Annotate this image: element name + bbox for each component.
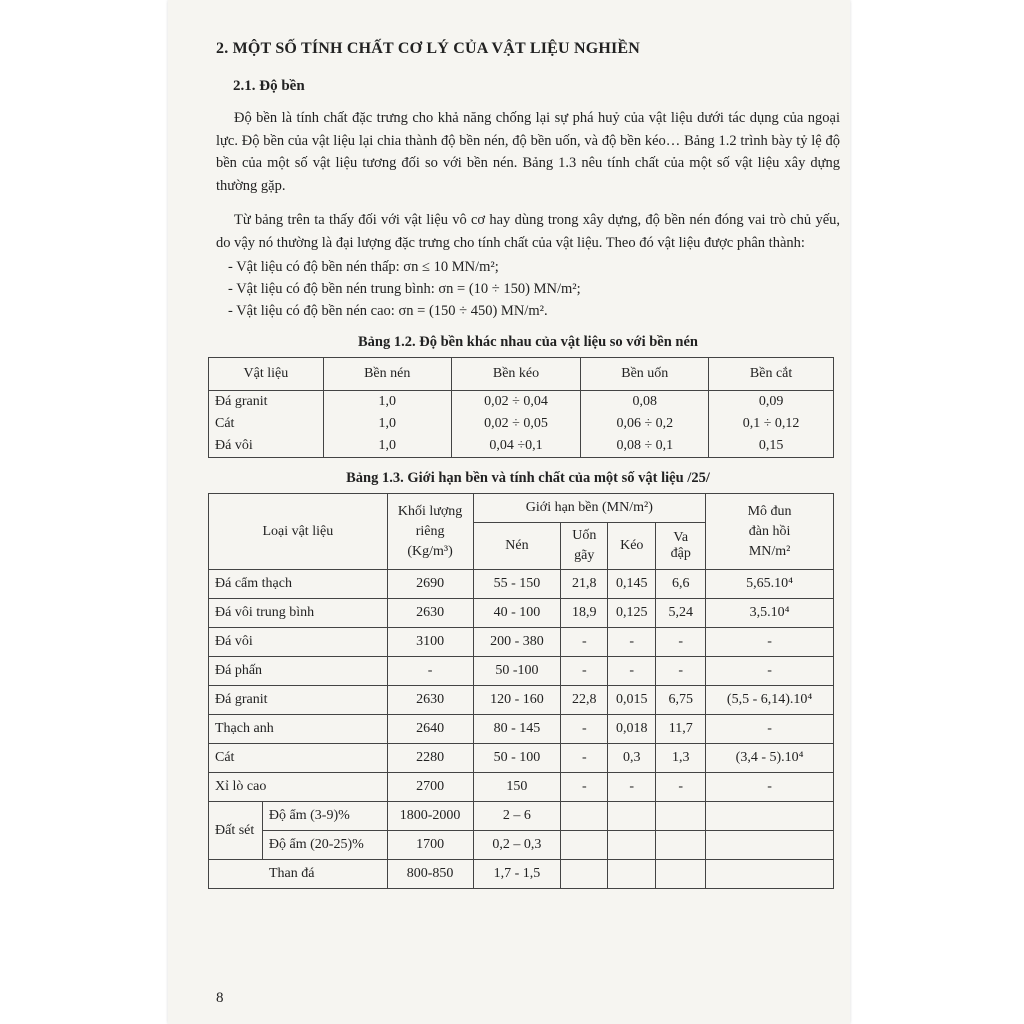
- table-cell: 1,0: [323, 435, 451, 458]
- table-row: Độ ẩm (20-25)% 1700 0,2 – 0,3: [209, 831, 834, 860]
- table-cell: Cát: [209, 413, 324, 435]
- table-row: [209, 413, 834, 435]
- header-modulus: Mô đun đàn hồi MN/m²: [706, 494, 834, 570]
- table-row: Than đá 800-850 1,7 - 1,5: [209, 860, 834, 889]
- table-header-cell: Bền kéo: [451, 358, 581, 391]
- table-cell: 0,15: [709, 435, 834, 458]
- table-cell: 1,0: [323, 391, 451, 414]
- table-cell: Đá vôi: [209, 435, 324, 458]
- table-row: Đá phấn - 50 -100 - - - -: [209, 657, 834, 686]
- table-1-2-caption: Bảng 1.2. Độ bền khác nhau của vật liệu so với bền nén: [358, 334, 698, 350]
- table-cell: 0,1 ÷ 0,12: [709, 413, 834, 435]
- bullet-low-strength: - Vật liệu có độ bền nén thấp: σn ≤ 10 MN/m²;: [228, 259, 499, 275]
- table-1-3-caption: Bảng 1.3. Giới hạn bền và tính chất của một số vật liệu /25/: [346, 470, 710, 486]
- table-row: [209, 435, 834, 458]
- table-cell: Đá granit: [209, 391, 324, 414]
- page-number: 8: [216, 990, 224, 1006]
- table-row: Đất sét Độ ẩm (3-9)% 1800-2000 2 – 6: [209, 802, 834, 831]
- header-compress: Nén: [473, 523, 561, 570]
- table-cell: 0,08: [581, 391, 709, 414]
- table-cell: 1,0: [323, 413, 451, 435]
- page-content: [216, 40, 840, 889]
- table-cell: 0,04 ÷0,1: [451, 435, 581, 458]
- header-material: Loại vật liệu: [209, 494, 388, 570]
- table-cell: 0,08 ÷ 0,1: [581, 435, 709, 458]
- table-row: [209, 391, 834, 414]
- table-1-3-header-row-1: [209, 494, 834, 523]
- bullet-high-strength: - Vật liệu có độ bền nén cao: σn = (150 ÷ 450) MN/m².: [228, 303, 548, 319]
- table-row: Cát 2280 50 - 100 - 0,3 1,3 (3,4 - 5).10⁴: [209, 744, 834, 773]
- table-cell: 0,02 ÷ 0,05: [451, 413, 581, 435]
- paragraph-1: Độ bền là tính chất đặc trưng cho khả năng chống lại sự phá huỷ của vật liệu dưới tác dụng của ngoại lực. Độ bền của vật liệu lại chia thành độ bền nén, độ bền uốn, và độ bền kéo… Bảng 1.2 trình bày tỷ lệ độ bền của một số vật liệu tương đối so với bền nén. Bảng 1.3 nêu tính chất của một số vật liệu xây dựng thường gặp.: [216, 110, 840, 194]
- section-heading: 2. MỘT SỐ TÍNH CHẤT CƠ LÝ CỦA VẬT LIỆU NGHIỀN: [216, 40, 641, 57]
- table-row: Đá vôi trung bình 2630 40 - 100 18,9 0,125 5,24 3,5.10⁴: [209, 599, 834, 628]
- table-row: Đá vôi 3100 200 - 380 - - - -: [209, 628, 834, 657]
- header-density: Khối lượng riêng (Kg/m³): [387, 494, 473, 570]
- table-cell: 0,09: [709, 391, 834, 414]
- book-page: [168, 0, 850, 1024]
- table-cell: 0,06 ÷ 0,2: [581, 413, 709, 435]
- table-row: Thạch anh 2640 80 - 145 - 0,018 11,7 -: [209, 715, 834, 744]
- paragraph-2: Từ bảng trên ta thấy đối với vật liệu vô cơ hay dùng trong xây dựng, độ bền nén đóng vai trò chủ yếu, do vậy nó thường là đại lượng đặc trưng cho tính chất của vật liệu. Theo đó vật liệu được phân thành:: [216, 212, 840, 251]
- clay-group-label: Đất sét: [209, 802, 263, 860]
- table-row: Đá granit 2630 120 - 160 22,8 0,015 6,75 (5,5 - 6,14).10⁴: [209, 686, 834, 715]
- table-header-cell: Vật liệu: [209, 358, 324, 391]
- header-bend: Uốn gãy: [561, 523, 608, 570]
- table-1-2: [208, 357, 834, 458]
- table-1-3: [208, 493, 834, 889]
- table-header-cell: Bền cắt: [709, 358, 834, 391]
- subsection-heading: 2.1. Độ bền: [233, 78, 305, 94]
- table-row: Đá cẩm thạch 2690 55 - 150 21,8 0,145 6,6 5,65.10⁴: [209, 570, 834, 599]
- header-tension: Kéo: [608, 523, 656, 570]
- bullet-medium-strength: - Vật liệu có độ bền nén trung bình: σn = (10 ÷ 150) MN/m²;: [228, 281, 581, 297]
- header-impact: Va đập: [656, 523, 706, 570]
- table-header-cell: Bền nén: [323, 358, 451, 391]
- header-strength-limit: Giới hạn bền (MN/m²): [473, 494, 706, 523]
- table-cell: 0,02 ÷ 0,04: [451, 391, 581, 414]
- table-1-2-header-row: [209, 358, 834, 391]
- table-header-cell: Bền uốn: [581, 358, 709, 391]
- table-row: Xỉ lò cao 2700 150 - - - -: [209, 773, 834, 802]
